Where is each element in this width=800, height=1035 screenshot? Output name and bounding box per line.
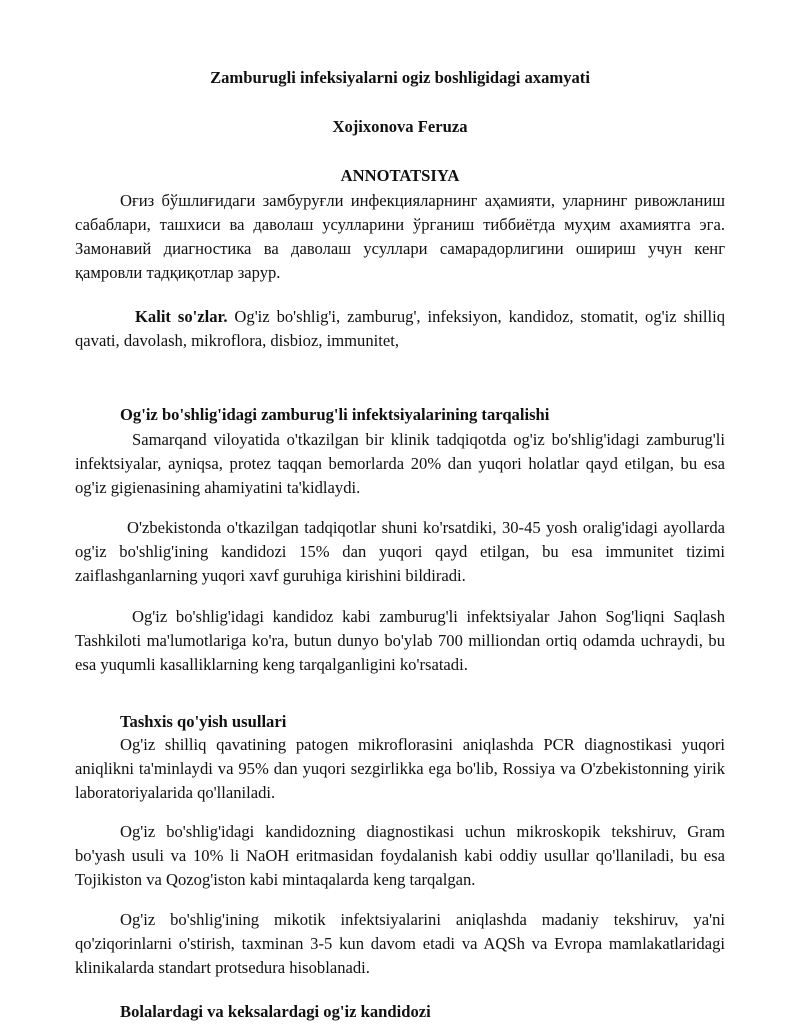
diagnosis-paragraph-1: Og'iz shilliq qavatining patogen mikroflorasini aniqlashda PCR diagnostikasi yuqori aniqlikni ta'minlaydi va 95% dan yuqori sezgirlikka ega bo'lib, Rossiya va O'zbekistonning yirik laboratoriyalarida qo'llaniladi. (75, 735, 725, 802)
annotation-heading: ANNOTATSIYA (340, 166, 460, 185)
keywords-paragraph (75, 305, 725, 353)
document-title: Zamburugli infeksiyalarni ogiz boshligidagi axamyati (210, 68, 590, 87)
diagnosis-paragraph-3: Og'iz bo'shlig'ining mikotik infektsiyalarini aniqlashda madaniy tekshiruv, ya'ni qo'ziqorinlarni o'stirish, taxminan 3-5 kun davom etadi va AQSh va Evropa mamlakatlaridagi klinikalarda standart protsedura hisoblanadi. (75, 910, 725, 977)
prevalence-paragraph-3: Og'iz bo'shlig'idagi kandidoz kabi zamburug'li infektsiyalar Jahon Sog'liqni Saqlash Tashkiloti ma'lumotlariga ko'ra, butun dunyo bo'ylab 700 milliondan ortiq odamda uchraydi, bu esa yuqumli kasalliklarning keng tarqalganligini ko'rsatadi. (75, 607, 725, 674)
section-heading-prevalence: Og'iz bo'shlig'idagi zamburug'li infektsiyalarining tarqalishi (120, 405, 550, 424)
prevalence-paragraph-1: Samarqand viloyatida o'tkazilgan bir klinik tadqiqotda og'iz bo'shlig'idagi zamburug'li infektsiyalar, ayniqsa, protez taqqan bemorlarda 20% dan yuqori holatlar qayd etilgan, bu esa og'iz gigienasining ahamiyatini ta'kidlaydi. (75, 430, 725, 497)
diagnosis-paragraph-2: Og'iz bo'shlig'idagi kandidozning diagnostikasi uchun mikroskopik tekshiruv, Gram bo'yash usuli va 10% li NaOH eritmasidan foydalanish kabi oddiy usullar qo'llaniladi, bu esa Tojikiston va Qozog'iston kabi mintaqalarda keng tarqalgan. (75, 822, 725, 889)
prevalence-paragraph-2: O'zbekistonda o'tkazilgan tadqiqotlar shuni ko'rsatdiki, 30-45 yosh oralig'idagi ayollarda og'iz bo'shlig'ining kandidozi 15% dan yuqori qayd etilgan, bu esa immunitet tizimi zaiflashganlarning yuqori xavf guruhiga kirishini bildiradi. (75, 518, 725, 585)
keywords-text: Og'iz bo'shlig'i, zamburug', infeksiyon, kandidoz, stomatit, og'iz shilliq qavati, davolash, mikroflora, disbioz, immunitet, (75, 307, 725, 350)
author-name: Xojixonova Feruza (332, 117, 468, 136)
section-heading-diagnosis: Tashxis qo'yish usullari (120, 712, 287, 731)
annotation-paragraph: Оғиз бўшлиғидаги замбуруғли инфекцияларнинг аҳамияти, уларнинг ривожланиш сабаблари, ташхиси ва даволаш усулларини ўрганиш тиббиётда муҳим ахамиятга эга. Замонавий диагностика ва даволаш усуллари самарадорлигини ошириш учун кенг қамровли тадқиқотлар зарур. (75, 191, 725, 282)
section-heading-children-elderly: Bolalardagi va keksalardagi og'iz kandidozi (120, 1002, 431, 1021)
keywords-label: Kalit so'zlar. (135, 307, 228, 326)
